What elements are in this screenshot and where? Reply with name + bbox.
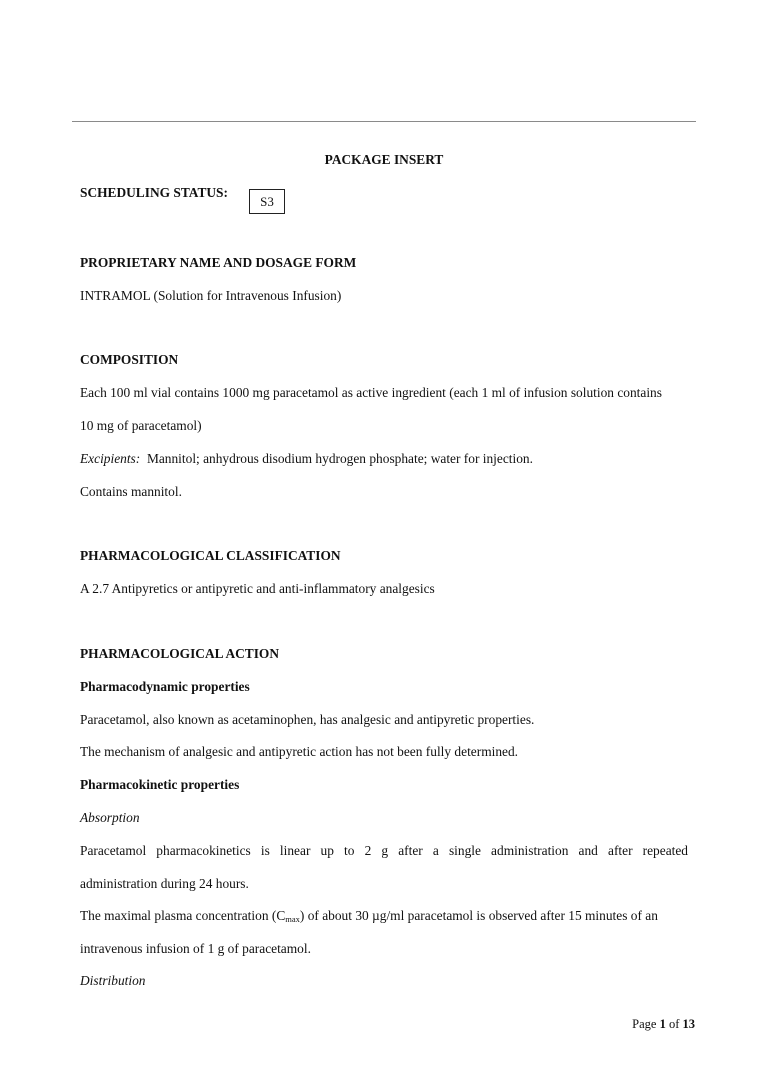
page-number — [632, 1017, 695, 1032]
page-total: 13 — [682, 1017, 695, 1031]
excipients-text: Mannitol; anhydrous disodium hydrogen phosphate; water for injection. — [146, 451, 533, 466]
page-prefix: Page — [632, 1017, 657, 1031]
distribution-label: Distribution — [80, 973, 146, 988]
cmax-subscript: max — [285, 914, 300, 924]
absorption-line-2: administration during 24 hours. — [80, 876, 249, 891]
pharmacodynamic-heading: Pharmacodynamic properties — [80, 679, 250, 694]
excipients-line — [80, 451, 533, 467]
page-current: 1 — [659, 1017, 666, 1031]
excipients-label: Excipients: — [80, 451, 141, 466]
composition-line-1: Each 100 ml vial contains 1000 mg paracetamol as active ingredient (each 1 ml of infusion solution contains — [80, 385, 662, 400]
pharmacokinetic-heading: Pharmacokinetic properties — [80, 777, 240, 792]
header-rule — [72, 121, 696, 122]
cmax-text-post: ) of about 30 µg/ml paracetamol is observed after 15 minutes of an — [299, 908, 658, 923]
absorption-line-1: Paracetamol pharmacokinetics is linear up to 2 g after a single administration and after repeated — [80, 843, 688, 858]
scheduling-status-box — [249, 189, 285, 214]
pharmacodynamic-line-1: Paracetamol, also known as acetaminophen, has analgesic and antipyretic properties. — [80, 712, 535, 727]
contains-mannitol: Contains mannitol. — [80, 484, 182, 499]
cmax-line-1 — [80, 908, 658, 924]
page-of: of — [668, 1017, 680, 1031]
absorption-label: Absorption — [80, 810, 140, 825]
composition-heading: COMPOSITION — [80, 352, 179, 367]
classification-text: A 2.7 Antipyretics or antipyretic and anti-inflammatory analgesics — [80, 581, 435, 596]
pharmacodynamic-line-2: The mechanism of analgesic and antipyretic action has not been fully determined. — [80, 744, 519, 759]
document-title: PACKAGE INSERT — [324, 152, 444, 167]
cmax-line-2: intravenous infusion of 1 g of paracetamol. — [80, 941, 311, 956]
composition-line-2: 10 mg of paracetamol) — [80, 418, 202, 433]
cmax-text-pre: The maximal plasma concentration (C — [80, 908, 286, 923]
proprietary-text: INTRAMOL (Solution for Intravenous Infusion) — [80, 288, 342, 303]
scheduling-status-label: SCHEDULING STATUS: — [80, 185, 228, 200]
classification-heading: PHARMACOLOGICAL CLASSIFICATION — [80, 548, 341, 563]
proprietary-heading: PROPRIETARY NAME AND DOSAGE FORM — [80, 255, 357, 270]
action-heading: PHARMACOLOGICAL ACTION — [80, 646, 280, 661]
scheduling-status-value: S3 — [260, 193, 274, 209]
